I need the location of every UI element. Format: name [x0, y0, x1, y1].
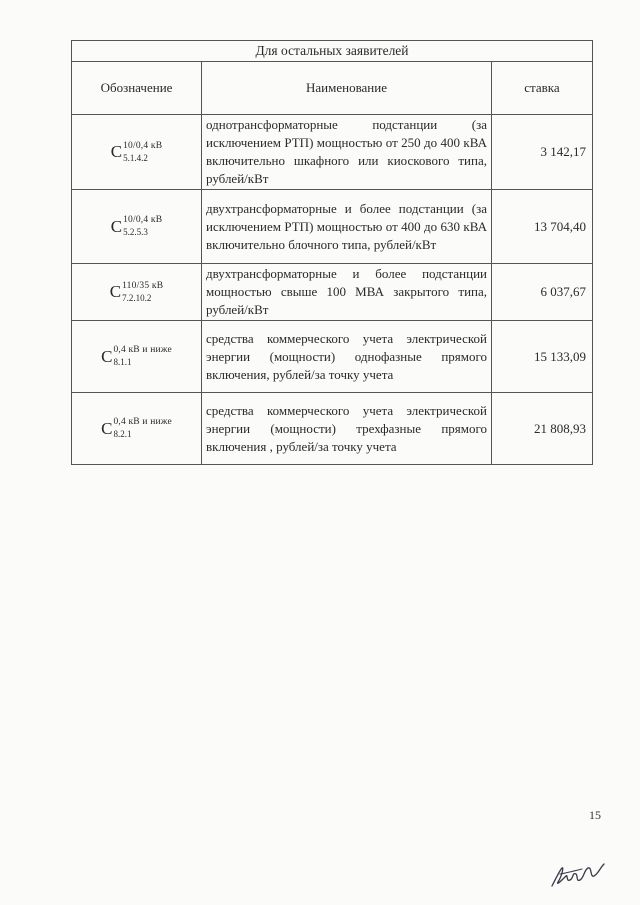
rate-code-symbol — [111, 215, 163, 237]
header-name: Наименование — [202, 62, 492, 115]
table-row — [72, 264, 593, 321]
table-title-row — [72, 41, 593, 62]
rate-code-voltage: 10/0,4 кВ — [123, 140, 163, 151]
rate-code-letter: C — [110, 216, 123, 236]
rate-code-index: 5.2.5.3 — [123, 227, 148, 238]
rate-code-symbol — [101, 345, 172, 367]
rate-code-letter: C — [109, 282, 122, 302]
tariff-table — [71, 40, 593, 465]
rate-code — [72, 321, 202, 393]
rate-code — [72, 264, 202, 321]
rate-value: 13 704,40 — [492, 190, 593, 264]
table-row — [72, 393, 593, 465]
header-rate: ставка — [492, 62, 593, 115]
rate-code-index: 5.1.4.2 — [123, 152, 148, 163]
rate-code-symbol — [101, 417, 172, 439]
rate-code-symbol — [110, 281, 164, 303]
rate-value: 15 133,09 — [492, 321, 593, 393]
table-row — [72, 190, 593, 264]
rate-code-letter: C — [101, 418, 113, 438]
rate-code-symbol — [111, 141, 163, 163]
table-header-row — [72, 62, 593, 115]
header-code: Обозначение — [72, 62, 202, 115]
rate-description: средства коммерческого учета электрической энергии (мощности) трехфазные прямого включения , рублей/за точку учета — [202, 393, 492, 465]
rate-description: однотрансформаторные подстанции (за исключением РТП) мощностью от 250 до 400 кВА включительно шкафного или киоскового типа, рублей/кВт — [202, 115, 492, 190]
rate-description: средства коммерческого учета электрической энергии (мощности) однофазные прямого включения, рублей/за точку учета — [202, 321, 492, 393]
rate-code — [72, 393, 202, 465]
rate-value: 3 142,17 — [492, 115, 593, 190]
table-row — [72, 321, 593, 393]
rate-code-index: 8.1.1 — [113, 357, 132, 368]
rate-code-voltage: 0,4 кВ и ниже — [113, 417, 172, 428]
signature-icon — [548, 856, 608, 892]
rate-description: двухтрансформаторные и более подстанции (за исключением РТП) мощностью от 400 до 630 кВА включительно блочного типа, рублей/кВт — [202, 190, 492, 264]
table-title: Для остальных заявителей — [72, 41, 593, 62]
rate-code — [72, 115, 202, 190]
rate-code-voltage: 0,4 кВ и ниже — [113, 345, 172, 356]
rate-code — [72, 190, 202, 264]
rate-code-letter: C — [101, 346, 113, 366]
rate-code-voltage: 110/35 кВ — [122, 280, 164, 291]
rate-code-index: 8.2.1 — [113, 429, 132, 440]
rate-value: 21 808,93 — [492, 393, 593, 465]
rate-description: двухтрансформаторные и более подстанции мощностью свыше 100 МВА закрытого типа, рублей/кВт — [202, 264, 492, 321]
rate-code-voltage: 10/0,4 кВ — [123, 215, 163, 226]
rate-value: 6 037,67 — [492, 264, 593, 321]
page-number: 15 — [589, 808, 601, 822]
table-row — [72, 115, 593, 190]
rate-code-letter: C — [110, 142, 123, 162]
rate-code-index: 7.2.10.2 — [122, 292, 152, 303]
